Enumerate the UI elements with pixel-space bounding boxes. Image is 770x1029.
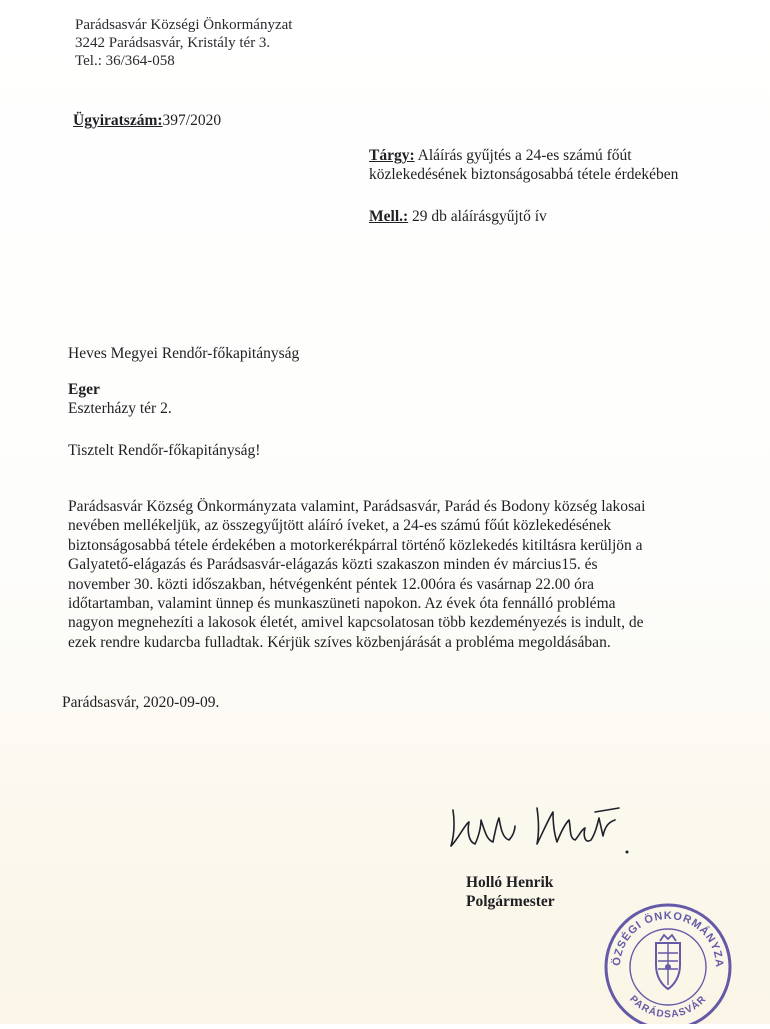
recipient-address bbox=[68, 380, 172, 418]
body-line: időtartamban, valamint ünnep és munkaszüneti napokon. Az évek óta fennálló probléma bbox=[68, 595, 616, 613]
sender-address: 3242 Parádsasvár, Kristály tér 3. bbox=[75, 35, 271, 51]
body-line: nagyon megnehezíti a lakosok életét, amivel kapcsolatosan több kezdeményezés is indult, de bbox=[68, 614, 644, 632]
reference-number bbox=[73, 112, 221, 130]
body-line: nevében mellékeljük, az összegyűjtött aláíró íveket, a 24-es számú főút közlekedésének bbox=[68, 517, 612, 535]
subject-line-2: közlekedésének biztonságosabbá tétele érdekében bbox=[369, 166, 679, 183]
body-line: Galyatető-elágazás és Parádsasvár-elágazás közti szakaszon minden év március15. és bbox=[68, 556, 598, 574]
subject-line-1: Aláírás gyűjtés a 24-es számú főút bbox=[417, 147, 632, 164]
attachment-value: 29 db aláírásgyűjtő ív bbox=[412, 208, 547, 225]
coat-of-arms-icon bbox=[656, 935, 680, 989]
sender-phone: Tel.: 36/364-058 bbox=[75, 53, 175, 69]
place-date: Parádsasvár, 2020-09-09. bbox=[62, 694, 220, 711]
body-line: Parádsasvár Község Önkormányzata valamint, Parádsasvár, Parád és Bodony község lakosai bbox=[68, 498, 646, 515]
sender-name: Parádsasvár Községi Önkormányzat bbox=[75, 17, 293, 33]
signer-block bbox=[466, 873, 555, 911]
sender-block bbox=[75, 16, 292, 70]
body-line: november 30. közti időszakban, hétvégenként péntek 12.00óra és vasárnap 22.00 óra bbox=[68, 575, 594, 593]
attachment-line bbox=[369, 208, 547, 226]
subject-label: Tárgy: bbox=[369, 147, 415, 164]
recipient: Heves Megyei Rendőr-főkapitányság bbox=[68, 345, 300, 362]
reference-value: 397/2020 bbox=[162, 112, 222, 129]
recipient-city: Eger bbox=[68, 381, 100, 398]
body-line: biztonságosabbá tétele érdekében a motorkerékpárral történő közlekedés kitiltásra kerüljön a bbox=[68, 536, 643, 554]
official-stamp bbox=[598, 895, 738, 1029]
stamp-bottom-text: PARÁDSASVÁR bbox=[627, 993, 709, 1021]
attachment-label: Mell.: bbox=[369, 208, 409, 225]
signer-title: Polgármester bbox=[466, 893, 555, 910]
svg-text:PARÁDSASVÁR bbox=[627, 994, 709, 1021]
recipient-street: Eszterházy tér 2. bbox=[68, 400, 172, 417]
letter-body bbox=[68, 497, 645, 652]
greeting: Tisztelt Rendőr-főkapitányság! bbox=[68, 442, 261, 459]
body-line: ezek rendre kudarcba fulladtak. Kérjük szíves közbenjárását a probléma megoldásában. bbox=[68, 633, 611, 651]
reference-label: Ügyiratszám: bbox=[73, 112, 163, 129]
stamp-top-text: ÖZSÉGI ÖNKORMÁNYZA bbox=[610, 909, 726, 968]
handwritten-signature bbox=[445, 796, 635, 871]
signer-name: Holló Henrik bbox=[466, 874, 554, 891]
subject-block bbox=[369, 146, 678, 184]
